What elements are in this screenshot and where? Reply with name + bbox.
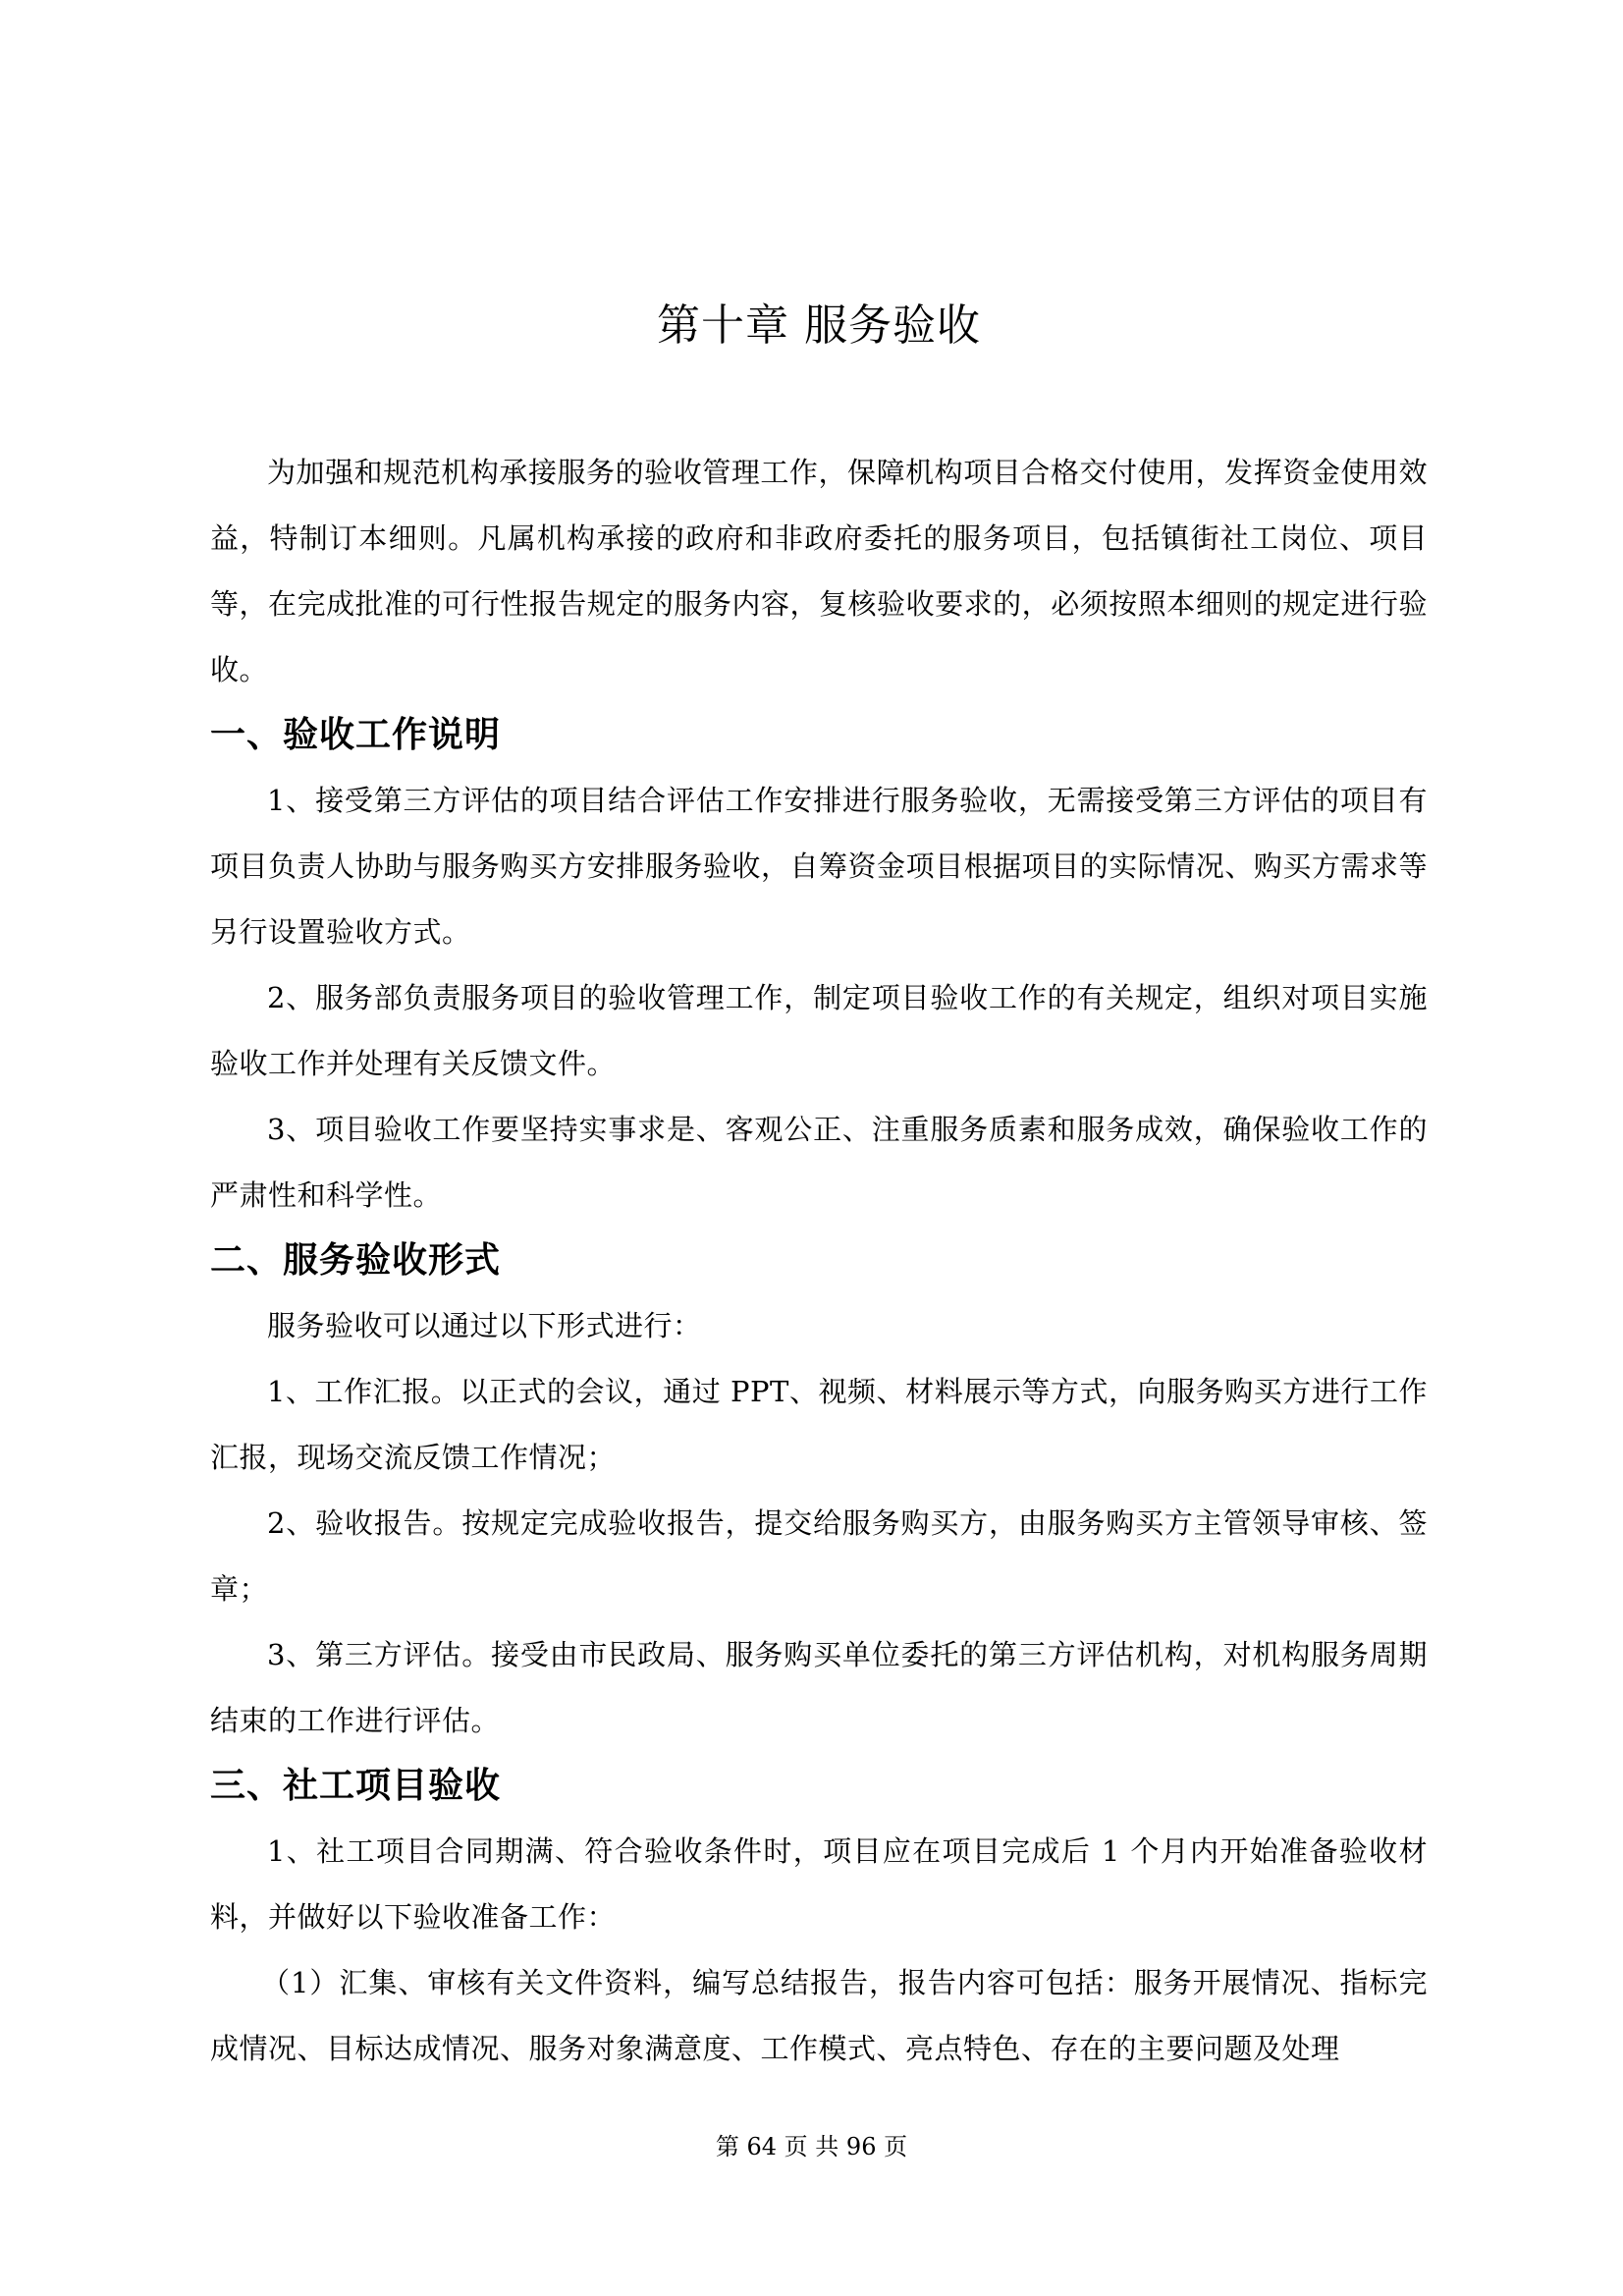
page-content [210,295,1428,2082]
section-heading-acceptance-forms: 二、服务验收形式 [210,1240,502,1281]
section-1-paragraph-2: 2、服务部负责服务项目的验收管理工作，制定项目验收工作的有关规定，组织对项目实施验收工作并处理有关反馈文件。 [210,981,1428,1080]
section-2-paragraph-3: 2、验收报告。按规定完成验收报告，提交给服务购买方，由服务购买方主管领导审核、签章； [210,1506,1428,1606]
section-2-paragraph-1: 服务验收可以通过以下形式进行： [267,1309,702,1342]
section-2-paragraph-2: 1、工作汇报。以正式的会议，通过 PPT、视频、材料展示等方式，向服务购买方进行工作汇报，现场交流反馈工作情况； [210,1375,1428,1474]
section-1-paragraph-3: 3、项目验收工作要坚持实事求是、客观公正、注重服务质素和服务成效，确保验收工作的严肃性和科学性。 [210,1113,1428,1212]
page-footer: 第 64 页 共 96 页 [715,2133,908,2160]
intro-paragraph: 为加强和规范机构承接服务的验收管理工作，保障机构项目合格交付使用，发挥资金使用效益，特制订本细则。凡属机构承接的政府和非政府委托的服务项目，包括镇街社工岗位、项目等，在完成批准的可行性报告规定的服务内容，复核验收要求的，必须按照本细则的规定进行验收。 [210,456,1428,686]
chapter-title: 第十章 服务验收 [657,301,981,351]
section-heading-project-acceptance: 三、社工项目验收 [210,1766,502,1806]
section-3-paragraph-1: 1、社工项目合同期满、符合验收条件时，项目应在项目完成后 1 个月内开始准备验收材料，并做好以下验收准备工作： [210,1834,1428,1934]
section-1-paragraph-1: 1、接受第三方评估的项目结合评估工作安排进行服务验收，无需接受第三方评估的项目有项目负责人协助与服务购买方安排服务验收，自筹资金项目根据项目的实际情况、购买方需求等另行设置验收方式。 [210,784,1428,949]
section-3-paragraph-2: （1）汇集、审核有关文件资料，编写总结报告，报告内容可包括：服务开展情况、指标完成情况、目标达成情况、服务对象满意度、工作模式、亮点特色、存在的主要问题及处理 [210,1966,1428,2065]
section-2-paragraph-4: 3、第三方评估。接受由市民政局、服务购买单位委托的第三方评估机构，对机构服务周期结束的工作进行评估。 [210,1638,1428,1737]
section-heading-acceptance-notes: 一、验收工作说明 [210,715,502,755]
title-spacing [210,357,1428,440]
